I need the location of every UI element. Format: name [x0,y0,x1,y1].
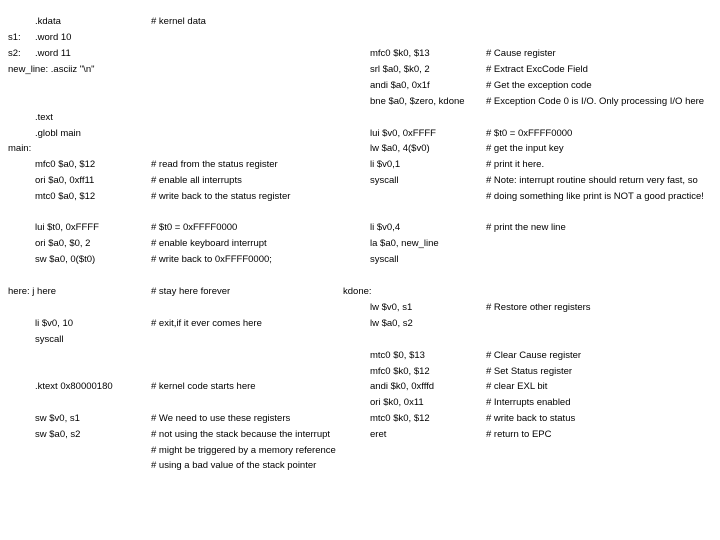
comment-extract-exccode: # Extract ExcCode Field [486,64,588,75]
code-syscall: syscall [35,334,64,345]
comment-enable-interrupts: # enable all interrupts [151,175,242,186]
code-here-loop: here: j here [8,286,57,297]
code-lui-v0: lui $v0, 0xFFFF [370,128,436,139]
code-la-new-line: la $a0, new_line [370,238,439,249]
comment-write-back-to-status: # write back to status [486,413,576,424]
code-li-v0-10: li $v0, 10 [35,318,74,329]
comment-clear-exl: # clear EXL bit [486,381,548,392]
comment-get-exception-code: # Get the exception code [486,80,592,91]
code-lui-t0: lui $t0, 0xFFFF [35,222,99,233]
comment-write-back-status: # write back to the status register [151,191,291,202]
comment-restore-registers: # Restore other registers [486,302,591,313]
comment-v0-value: # $t0 = 0xFFFF0000 [486,128,573,139]
main-label: main: [8,143,32,154]
comment-bad-stack-pointer: # using a bad value of the stack pointer [151,460,317,471]
code-lw-a0-s2: lw $a0, s2 [370,318,413,329]
code-mtc0-k0: mtc0 $k0, $12 [370,413,430,424]
code-ori-a0: ori $a0, $0, 2 [35,238,91,249]
code-bne-kdone: bne $a0, $zero, kdone [370,96,465,107]
comment-set-status: # Set Status register [486,366,573,377]
code-lw-v0-s1: lw $v0, s1 [370,302,413,313]
code-li-v0-1: li $v0,1 [370,159,401,170]
code-mtc0-clear-cause: mtc0 $0, $13 [370,350,425,361]
comment-print-new-line: # print the new line [486,222,566,233]
new-line-decl: new_line: .asciiz "\n" [8,64,95,75]
globl-directive: .globl main [35,128,81,139]
text-directive: .text [35,112,53,123]
s1-label: s1: [8,32,21,43]
kdone-label: kdone: [343,286,372,297]
kdata-directive: .kdata [35,16,61,27]
code-lw-a0: lw $a0, 4($v0) [370,143,430,154]
comment-not-good-practice: # doing something like print is NOT a good practice! [486,191,704,202]
code-ori-k0: ori $k0, 0x11 [370,397,424,408]
comment-read-status: # read from the status register [151,159,278,170]
comment-note-return-fast: # Note: interrupt routine should return very fast, so [486,175,698,186]
comment-memory-reference: # might be triggered by a memory reference [151,445,336,456]
code-srl: srl $a0, $k0, 2 [370,64,430,75]
s2-value: .word 11 [35,48,71,59]
comment-stay-forever: # stay here forever [151,286,231,297]
code-sw-a0-s2: sw $a0, s2 [35,429,81,440]
comment-get-input-key: # get the input key [486,143,564,154]
comment-kernel-code: # kernel code starts here [151,381,256,392]
code-syscall-newline: syscall [370,254,399,265]
comment-write-ffff: # write back to 0xFFFF0000; [151,254,272,265]
comment-enable-keyboard: # enable keyboard interrupt [151,238,267,249]
s2-label: s2: [8,48,21,59]
code-andi-k0: andi $k0, 0xfffd [370,381,435,392]
code-eret: eret [370,429,387,440]
comment-print-it: # print it here. [486,159,545,170]
comment-use-registers: # We need to use these registers [151,413,291,424]
code-mfc0-status: mfc0 $k0, $12 [370,366,430,377]
comment-exception-code-0: # Exception Code 0 is I/O. Only processing I/O here [486,96,705,107]
comment-clear-cause: # Clear Cause register [486,350,582,361]
code-li-v0-4: li $v0,4 [370,222,401,233]
ktext-directive: .ktext 0x80000180 [35,381,113,392]
comment-t0-value: # $t0 = 0xFFFF0000 [151,222,238,233]
code-ori-ff11: ori $a0, 0xff11 [35,175,95,186]
comment-no-stack: # not using the stack because the interrupt [151,429,331,440]
comment-return-to-epc: # return to EPC [486,429,552,440]
comment-exit: # exit,if it ever comes here [151,318,262,329]
code-sw-v0: sw $v0, s1 [35,413,80,424]
code-sw-a0: sw $a0, 0($t0) [35,254,96,265]
comment-interrupts-enabled: # Interrupts enabled [486,397,571,408]
s1-value: .word 10 [35,32,72,43]
comment-cause-register: # Cause register [486,48,556,59]
code-andi-a0: andi $a0, 0x1f [370,80,430,91]
comment-kernel-data: # kernel data [151,16,206,27]
code-syscall-print: syscall [370,175,399,186]
code-mtc0: mtc0 $a0, $12 [35,191,96,202]
code-mfc0-k0-13: mfc0 $k0, $13 [370,48,430,59]
code-mfc0: mfc0 $a0, $12 [35,159,96,170]
